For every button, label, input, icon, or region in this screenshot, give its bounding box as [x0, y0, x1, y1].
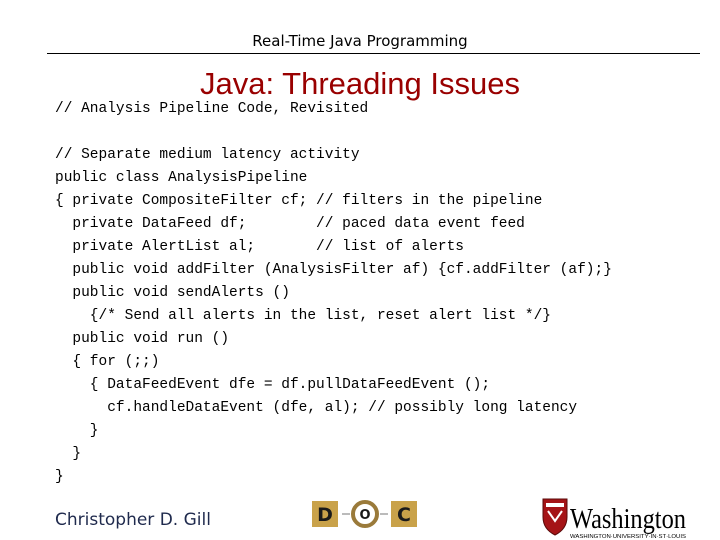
course-header-title: Real-Time Java Programming	[252, 32, 468, 50]
code-line: public void addFilter (AnalysisFilter af) {cf.addFilter (af);}	[55, 262, 612, 278]
code-line: private AlertList al; // list of alerts	[55, 239, 464, 255]
header-divider	[47, 53, 700, 54]
code-line: cf.handleDataEvent (dfe, al); // possibly long latency	[55, 400, 578, 416]
code-line: public void sendAlerts ()	[55, 285, 290, 301]
footer-author: Christopher D. Gill	[55, 510, 211, 530]
code-line: }	[55, 446, 82, 462]
code-line: { for (;;)	[55, 354, 160, 370]
code-line: { DataFeedEvent dfe = df.pullDataFeedEvent ();	[55, 377, 491, 393]
university-wordmark: Washington	[570, 503, 687, 535]
doc-logo-letter-c: C	[397, 504, 411, 526]
slide-title: Java: Threading Issues	[200, 66, 520, 101]
code-line: public class AnalysisPipeline	[55, 170, 308, 186]
university-tagline: WASHINGTON·UNIVERSITY·IN·ST·LOUIS	[570, 534, 687, 540]
code-comment-heading	[55, 98, 368, 121]
code-line: private DataFeed df; // paced data event feed	[55, 216, 525, 232]
doc-logo	[312, 498, 418, 530]
shield-band-icon	[546, 503, 564, 507]
code-line: // Analysis Pipeline Code, Revisited	[55, 101, 369, 117]
doc-logo-letter-d: D	[317, 504, 333, 526]
code-line: // Separate medium latency activity	[55, 147, 360, 163]
code-line: { private CompositeFilter cf; // filters in the pipeline	[55, 193, 543, 209]
code-line: }	[55, 469, 64, 485]
doc-logo-letter-o: O	[359, 508, 371, 523]
washington-university-logo	[541, 497, 689, 539]
code-line: {/* Send all alerts in the list, reset alert list */}	[55, 308, 551, 324]
code-block	[55, 144, 612, 489]
code-line: public void run ()	[55, 331, 230, 347]
code-line: }	[55, 423, 99, 439]
